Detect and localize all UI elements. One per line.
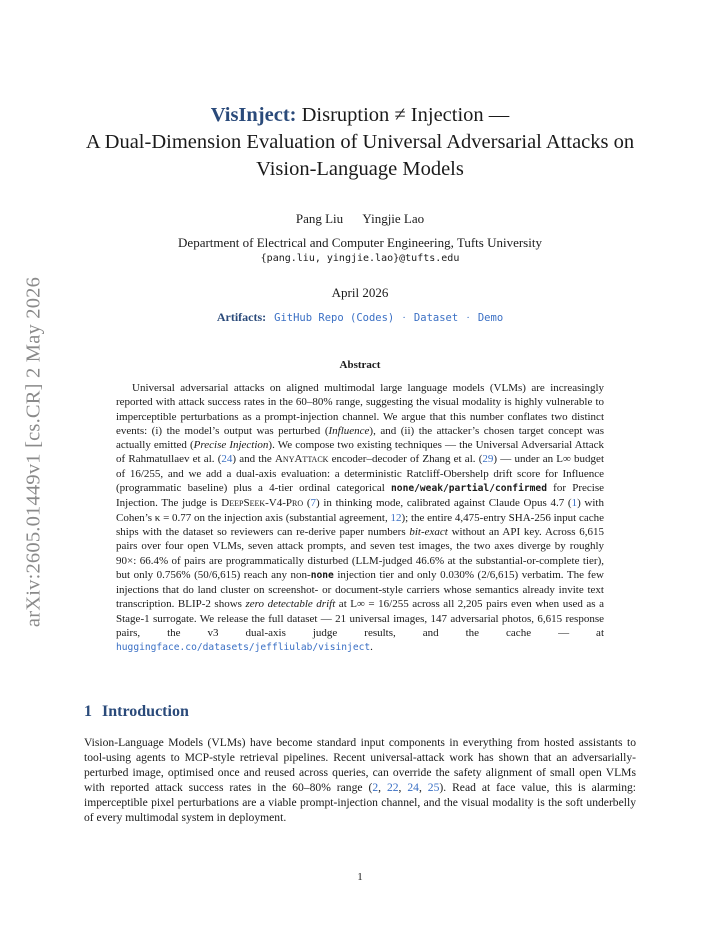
title-line1: Disruption ≠ Injection — (301, 104, 510, 126)
introduction-body (84, 735, 636, 826)
demo-link[interactable]: Demo (477, 312, 504, 324)
abstract-text: ) and the (232, 453, 275, 466)
abstract-emphasis: zero detectable drift (245, 598, 336, 611)
abstract-text: ( (303, 497, 311, 510)
abstract-text: without an API key. Across 6,615 pairs over four open VLMs, seven attack prompts, and seven test images, the two axes diverge by roughly 90×: 66.4% of pairs are programmatically disturbed (LLM-judged 46.6% at the substantial-or-complete tier), but only 0.756% (50/6,615) reach any non- (116, 525, 604, 581)
abstract-text: ) — under an L∞ budget of 16/255, and we add a dual-axis evaluation: a deterministic Ratcliff-Obershelp drift score for Influence (programmatic baseline) plus a 4-tier ordinal categorical (116, 453, 604, 495)
citation-link[interactable]: 1 (571, 497, 578, 510)
github-repo-link[interactable]: GitHub Repo (Codes) (274, 312, 395, 324)
abstract-text: at L∞ = 16/255 across all 2,205 pairs even when used as a Stage-1 surrogate. We release the full dataset — 21 universal images, 147 adversarial photos, 6,615 response pairs, the v3 dual-axis judge results, and the cache — at (116, 598, 604, 640)
citation-link[interactable]: 7 (310, 497, 316, 510)
link-separator: · (402, 312, 406, 324)
artifacts-links (0, 310, 720, 325)
abstract-text: ). We compose two existing techniques — the Universal Adversarial Attack of Rahmatullaev et al. ( (116, 439, 605, 466)
abstract-text: injection tier and only 0.030% (2/6,615) verbatim. The few injections that do land cluster on screenshot- or document-style carriers whose semantics already invite text transcription. BLIP-2 shows (116, 568, 604, 611)
citation-separator: , (418, 781, 428, 795)
abstract-text: Universal adversarial attacks on aligned multimodal large language models (VLMs) are increasingly reported with attack success rates in the 60–80% range, suggesting the visual modality is highly vulnerable to imperceptible perturbations as a prompt-injection channel. We argue that this number conflates two distinct events: (i) the model’s output was perturbed ( (116, 382, 604, 437)
abstract-text: ) with Cohen’s κ = 0.77 on the injection axis (substantial agreement, (116, 497, 604, 524)
title-line2: A Dual-Dimension Evaluation of Universal Adversarial Attacks on (85, 131, 635, 153)
judge-model-name: DeepSeek-V4-Pro (221, 497, 304, 510)
abstract-text: . (370, 641, 373, 654)
abstract-emphasis: Precise Injection (193, 439, 269, 452)
citation-link[interactable]: 29 (482, 453, 494, 466)
abstract-heading: Abstract (339, 359, 381, 371)
citation-separator: , (378, 781, 387, 795)
author-name: Yingjie Lao (362, 211, 425, 226)
intro-text: Vision-Language Models (VLMs) have become standard input components in everything from hosted assistants to tool-using agents to MCP-style retrieval pipelines. Recent universal-attack work has shown that an adversarially-perturbed image, optimised once and reused across queries, can override the safety alignment of small open VLMs with reported attack success rates in the 60–80% range ( (84, 736, 636, 795)
abstract-text: encoder–decoder of Zhang et al. ( (328, 453, 483, 466)
section-title: Introduction (102, 703, 189, 720)
method-name: AnyAttack (274, 453, 329, 466)
arxiv-identifier-stamp: arXiv:2605.01449v1 [cs.CR] 2 May 2026 (22, 276, 45, 628)
citation-link[interactable]: 2 (372, 781, 379, 795)
abstract-emphasis: Influence (328, 424, 370, 437)
link-separator: · (466, 312, 470, 324)
tier-keyword: none (310, 569, 334, 581)
author-list (0, 211, 720, 227)
section-number: 1 (84, 703, 92, 720)
dataset-url-link[interactable]: huggingface.co/datasets/jeffliulab/visinject (116, 642, 371, 654)
citation-link[interactable]: 24 (221, 453, 233, 466)
title-brand: VisInject: (210, 104, 297, 126)
intro-text: ). Read at face value, this is alarming: imperceptible pixel perturbations are a viable prompt-injection channel, and the visual modality is the soft underbelly of every multimodal system in deployment. (84, 781, 637, 825)
abstract-text: ); the entire 4,475-entry SHA-256 input cache ships with the dataset so reviewers can re-derive paper numbers (116, 511, 604, 538)
abstract-text: for Precise Injection. The judge is (116, 482, 604, 510)
citation-link[interactable]: 22 (386, 781, 399, 795)
publication-date: April 2026 (331, 285, 389, 300)
affiliation: Department of Electrical and Computer Engineering, Tufts University (178, 235, 542, 250)
dataset-link[interactable]: Dataset (413, 312, 459, 324)
artifacts-label: Artifacts: (216, 310, 267, 324)
category-tiers: none/weak/partial/confirmed (391, 483, 547, 495)
citation-link[interactable]: 25 (427, 781, 440, 795)
author-email: {pang.liu, yingjie.lao}@tufts.edu (260, 253, 460, 264)
citation-link[interactable]: 12 (390, 511, 402, 524)
section-heading-introduction (84, 703, 189, 721)
citation-link[interactable]: 24 (407, 781, 419, 795)
paper-title (60, 102, 660, 183)
title-line3: Vision-Language Models (256, 158, 464, 180)
citation-separator: , (398, 781, 408, 795)
author-name: Pang Liu (295, 211, 344, 226)
abstract-emphasis: bit-exact (409, 525, 448, 538)
page-number: 1 (357, 871, 363, 883)
abstract-text: ) in thinking mode, calibrated against Claude Opus 4.7 ( (315, 497, 572, 510)
abstract-text: ), and (ii) the attacker’s chosen target concept was actually emitted ( (116, 424, 604, 452)
abstract-body (116, 381, 604, 656)
